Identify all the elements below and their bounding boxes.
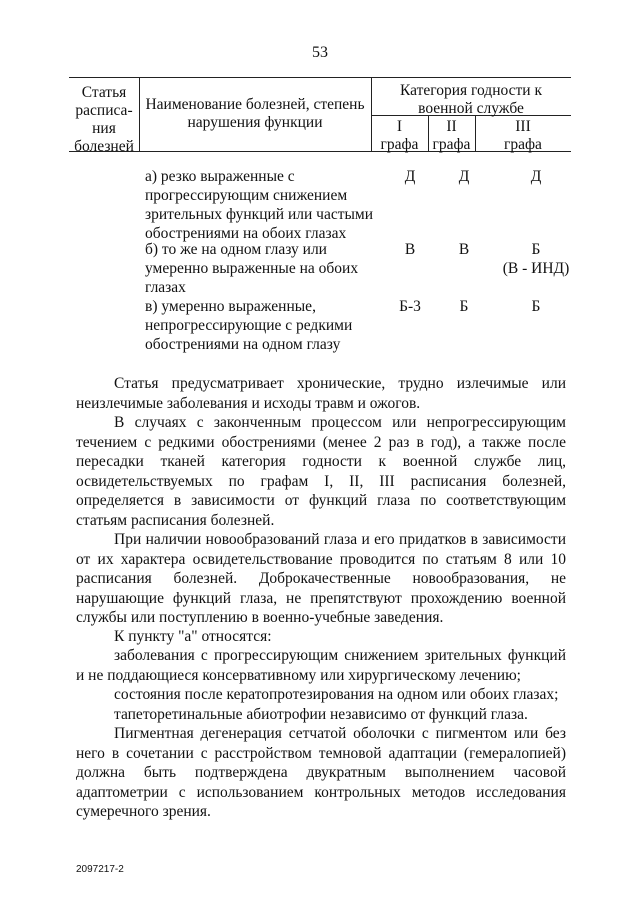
paragraph: При наличии новообразований глаза и его придатков в зависимости от их характера освидетельствование проводится по статьям 8 или 10 расписания болезней. Доброкачественные новообразования, не нарушающие функций глаза, не препятствуют прохождению военной службы или поступлению в военно-учебные заведения. (76, 531, 566, 627)
row-description: в) умеренно выраженные, непрогрессирующие с редкими обострениями на одном глазу (145, 298, 353, 353)
header-graph-3: III графа (504, 118, 542, 153)
paragraph: состояния после кератопротезирования на одном или обоих глазах; (114, 686, 559, 703)
row-description: а) резко выраженные с прогрессирующим снижением зрительных функций или частыми обострениями на обоих глазах (145, 168, 373, 242)
header-graph-2: II графа (432, 118, 471, 153)
paragraph: тапеторетинальные абиотрофии независимо от функций глаза. (114, 706, 528, 723)
paragraph: Статья предусматривает хронические, трудно излечимые или неизлечимые заболевания и исходы травм и ожогов. (76, 375, 566, 412)
row-graph-1-value: Б-3 (399, 298, 421, 315)
row-graph-3-value: Б (В - ИНД) (502, 241, 570, 277)
row-graph-3-value: Д (530, 168, 542, 185)
header-category: Категория годности к военной службе (400, 82, 542, 117)
header-article: Статья расписа- ния болезней (74, 84, 134, 155)
row-graph-1-value: Д (404, 168, 416, 185)
row-graph-3-value: Б (531, 298, 541, 315)
row-graph-2-value: В (458, 241, 470, 258)
row-graph-2-value: Д (458, 168, 470, 185)
paragraph: Пигментная дегенерация сетчатой оболочки с пигментом или без него в сочетании с расстройством темновой адаптации (гемералопией) должна быть подтверждена двукратным выполнением часовой адаптометрии с использованием контрольных методов исследования сумеречного зрения. (76, 725, 566, 821)
footer-code: 2097217-2 (76, 864, 124, 875)
page-number: 53 (312, 44, 328, 61)
header-graph-1: I графа (380, 118, 419, 153)
row-graph-1-value: В (404, 241, 416, 258)
table-header (69, 77, 571, 155)
paragraph: заболевания с прогрессирующим снижением зрительных функций и не поддающиеся консервативному или хирургическому лечению; (76, 647, 566, 684)
paragraph: К пункту "а" относятся: (114, 628, 272, 645)
row-graph-2-value: Б (459, 298, 469, 315)
header-disease-name: Наименование болезней, степень нарушения функции (145, 96, 365, 131)
row-description: б) то же на одном глазу или умеренно выраженные на обоих глазах (145, 241, 359, 296)
paragraph: В случаях с законченным процессом или непрогрессирующим течением с редкими обострениями (менее 2 раз в год), а также после пересадки тканей категория годности к военной службе лиц, освидетельствуемых по графам I, II, III расписания болезней, определяется в зависимости от функций глаза по соответствующим статьям расписания болезней. (76, 414, 566, 529)
